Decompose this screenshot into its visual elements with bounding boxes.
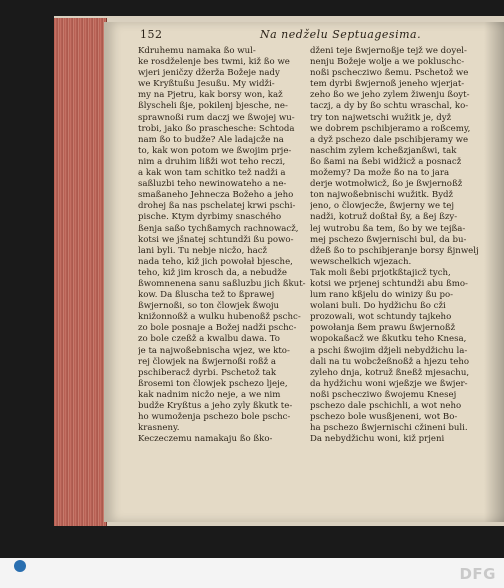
text-line: prozowali, wot schtundy tajkeho <box>310 312 452 323</box>
library-seal-icon <box>14 560 26 572</box>
text-line: a kak won tam schitko tež nadži a <box>138 168 286 179</box>
text-line: Da nebydžichu woni, kiž prjeni <box>310 434 445 445</box>
text-line: powołanja ßem prawu ßwjernoßž <box>310 323 456 334</box>
text-line: lani byli. Tu nebje nicžo, hacž <box>138 245 268 256</box>
footer-bar <box>0 558 504 588</box>
text-line: wopokaßacž we ßkutku teho Knesa, <box>310 334 467 345</box>
text-line: pische. Ktym dyrbimy snaschého <box>138 212 282 223</box>
text-line: rej člowjek na ßwjernoßi roßž a <box>138 356 277 367</box>
text-line: pschiberacž dyrbi. Pschetož tak <box>138 367 277 378</box>
text-line: zyleho dnja, kotruž ßneßž mjesachu, <box>310 367 470 378</box>
text-line: pschezo bole wusßjeneni, wot Bo- <box>310 412 458 423</box>
text-line: nenju Božeje wolje a we pokluschc- <box>310 57 465 68</box>
text-line: naschim zylem kcheßzjanßwi, tak <box>310 145 457 156</box>
text-line: Kdruhemu namaka ßo wul- <box>138 46 256 56</box>
text-line: we dobrem pschibjeramo a roßcemy, <box>310 123 471 134</box>
text-line: we Kryßtußu Jesußu. My widži- <box>138 79 275 90</box>
dfg-logo: DFG <box>459 565 496 583</box>
left-text-column <box>138 46 306 445</box>
text-line: pschezo dale pschichli, a wot neho <box>310 401 462 411</box>
text-line: saßluzbi teho newinowateho a ne- <box>138 179 287 190</box>
page-edges <box>54 18 107 526</box>
text-line: noßi pschecziwo ßwojemu Knesej <box>310 389 457 400</box>
gutter-shadow <box>484 22 504 522</box>
text-line: smaßaneho Jehnecza Božeho a jeho <box>138 190 294 201</box>
text-line: to, kak won potom we ßwojim prje- <box>138 145 292 156</box>
text-line: lej wutrobu ßa tem, ßo by we tejßa- <box>310 223 466 234</box>
text-line: kak nadnim nicžo neje, a we nim <box>138 389 281 400</box>
text-line: možemy? Da može ßo na to jara <box>310 168 450 179</box>
text-line: drohej ßa nas pschelatej krwi pschi- <box>138 201 296 212</box>
text-line: Keczeczemu namakaju ßo ßko- <box>138 434 273 445</box>
text-line: kow. Da ßluscha tež to ßprawej <box>138 290 275 301</box>
text-line: my na Pjetru, kak borsy won, kaž <box>138 90 283 101</box>
text-line: derje wotmołwicž, ßo je ßwjernoßž <box>310 179 463 190</box>
text-line: zo bole posnaje a Božej nadži pschc- <box>138 323 297 334</box>
right-text-column <box>310 46 490 445</box>
text-line: krasneny. <box>138 423 180 434</box>
text-line: a dyž pschezo dale pschibjeramy we <box>310 134 469 145</box>
text-line: budže Kryßtus a jeho zyly ßkutk te- <box>138 401 293 411</box>
text-line: dali na tu wobcžeßnoßž a hjezu teho <box>310 356 470 367</box>
text-line: wjeri jeničzy džerža Božeje nady <box>138 68 280 79</box>
text-line: trobi, jako ßo praschesche: Schtoda <box>138 123 295 134</box>
text-line: wewschelkich wjezach. <box>310 256 412 267</box>
text-line: ho wumoženja pschezo bole pschc- <box>138 412 291 423</box>
text-line: ßwomnenena sanu saßluzbu jich ßkut- <box>138 278 306 289</box>
text-line: džeß ßo to pschibjeranje borsy ßjnwelj <box>310 245 479 256</box>
text-line: ßo ßami na ßebi widžicž a posnacž <box>310 156 462 167</box>
book-page <box>104 22 504 522</box>
text-line: je ta najwoßebnischa wjez, we kto- <box>138 345 290 356</box>
text-line: sprawnoßi rum daczj we ßwojej wu- <box>138 112 295 123</box>
text-line: ke rosdželenje bes twmi, kiž ßo we <box>138 57 290 68</box>
text-line: knižonnoßž a wulku hubenoßž pschc- <box>138 312 301 323</box>
text-line: dženi teje ßwjernoßje tejž we doyel- <box>310 46 467 56</box>
text-line: nadži, kotruž doßtał ßy, a ßej ßzy- <box>310 212 458 223</box>
text-line: a pschi ßwojim džjeli nebydžichu la- <box>310 345 468 356</box>
library-logo <box>6 560 34 586</box>
text-line: mej pschezo ßwjernischi bul, da bu- <box>310 234 467 245</box>
text-line: ßwjernoßi, so ton člowjek ßwoju <box>138 301 280 312</box>
text-line: tem dyrbi ßwjernoß jeneho wjerjat- <box>310 79 465 90</box>
text-line: zo bole czeßž a kwalbu dawa. To <box>138 334 280 345</box>
text-line: lum rano kßjelu do winizy ßu po- <box>310 290 454 301</box>
page-number: 152 <box>140 28 163 41</box>
text-line: jeno, o člowjecže, ßwjerny we tej <box>310 201 455 212</box>
text-line: nam ßo to budže? Ale ladajcže na <box>138 134 284 145</box>
text-line: Tak moli ßebi prjotkßtajicž tych, <box>310 267 451 278</box>
text-line: kotsi we prjenej schtundži abu ßmo- <box>310 278 468 289</box>
text-line: zeho ßo we jeho zylem žiwenju ßoyt- <box>310 90 470 101</box>
text-line: ton najwoßebnischi wužitk. Bydž <box>310 190 454 201</box>
text-line: taczj, a dy by ßo schtu wraschal, ko- <box>310 101 469 112</box>
text-line: nada teho, kiž jich powołał bjesche, <box>138 256 293 267</box>
text-line: ßenja saßo tychßamych rachnowacž, <box>138 223 299 234</box>
text-line: noßi pschecziwo ßemu. Pschetož we <box>310 68 469 79</box>
text-line: ßlyscheli ßje, pokilenj bjesche, ne- <box>138 101 288 112</box>
running-title: Na nedželu Septuagesima. <box>260 28 422 41</box>
text-line: try ton najwetschi wužitk je, dyž <box>310 112 452 123</box>
text-line: ha pschezo ßwjernischi cžineni buli. <box>310 423 468 434</box>
text-line: kotsi we jšnatej schtundži ßu powo- <box>138 234 294 245</box>
text-line: ßrosemi ton člowjek pschezo ljeje, <box>138 378 288 389</box>
text-line: teho, kiž jim krosch da, a nebudže <box>138 267 287 278</box>
text-line: nim a druhim lißži wot teho reczi, <box>138 156 286 167</box>
text-line: wolani buli. Do hydžichu ßo cži <box>310 301 446 312</box>
text-line: da hydžichu woni wjeßzje we ßwjer- <box>310 378 468 389</box>
